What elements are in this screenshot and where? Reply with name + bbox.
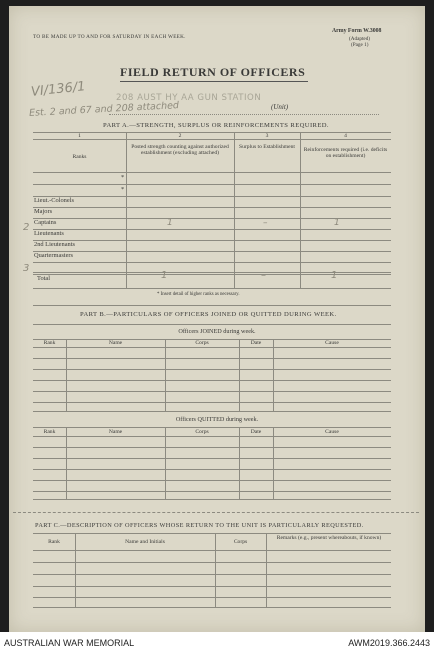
asterisk-1: * [121,174,125,181]
joined-col-corps: Corps [195,340,209,346]
col-header-surplus: Surplus to Establishment [239,144,295,150]
quitted-title: Officers QUITTED during week. [175,416,259,423]
quitted-col-corps: Corps [195,429,209,435]
col-number-2: 2 [178,133,182,139]
footer-bar [0,632,434,653]
rank-2nd-lieutenants: 2nd Lieutenants [34,241,75,248]
joined-col-name: Name [108,340,123,346]
part-c-col-remarks: Remarks (e.g., present whereabouts, if known) [276,535,382,541]
part-b-title: PART B.—PARTICULARS OF OFFICERS JOINED OR QUITTED DURING WEEK. [80,311,337,318]
footer-accession-number: AWM2019.366.2443 [348,638,430,648]
col-header-posted-strength: Posted strength counting against authorized establishment (excluding attached) [131,144,229,156]
joined-col-date: Date [250,340,262,346]
captains-surplus-value: – [263,218,268,228]
asterisk-2: * [121,186,125,193]
total-surplus-value: – [261,270,266,281]
col-header-reinforcements: Reinforcements required (i.e. deficits on establishment) [303,147,388,159]
rank-total: Total [37,275,51,282]
joined-col-cause: Cause [325,340,339,346]
form-title: FIELD RETURN OF OFFICERS [120,65,306,79]
joined-title: Officers JOINED during week. [178,328,256,335]
col-number-1: 1 [78,133,81,139]
rank-lieutenants: Lieutenants [34,230,64,237]
total-reinforcements-value: 1 [331,270,338,281]
rank-majors: Majors [34,208,53,215]
unit-line [109,114,379,115]
part-a-title: PART A.—STRENGTH, SURPLUS OR REINFORCEMENTS REQUIRED. [103,122,329,129]
part-c-col-corps: Corps [233,539,248,545]
joined-col-rank: Rank [43,340,56,346]
document-page [9,6,425,632]
col-header-ranks: Ranks [72,154,87,160]
joined-top-rule [33,324,391,325]
rank-lieut-colonels: Lieut.-Colonels [34,197,74,204]
footer-institution: AUSTRALIAN WAR MEMORIAL [4,638,135,648]
footnote: * Insert detail of higher ranks as necessary. [157,292,240,297]
part-divider-b [33,305,391,306]
part-divider-c [13,512,419,513]
col-number-3: 3 [265,133,269,139]
page-number: (Page 1) [351,42,369,48]
rank-captains: Captains [34,219,57,226]
quitted-col-cause: Cause [325,429,339,435]
unit-stamp: 208 AUST HY AA GUN STATION [116,93,262,103]
part-c-col-name: Name and Initials [125,539,165,545]
total-posted-value: 1 [161,270,168,281]
quitted-col-date: Date [250,429,262,435]
col-number-4: 4 [344,133,347,139]
handwritten-mark-2: 2 [23,222,30,233]
handwritten-mark-3: 3 [23,263,30,274]
instruction-text: TO BE MADE UP TO AND FOR SATURDAY IN EACH WEEK. [33,34,186,40]
handwritten-reference: VI/136/1 [30,79,87,100]
adapted-label: (Adapted) [349,36,371,42]
captains-posted-value: 1 [167,218,173,228]
title-underline [120,81,308,82]
part-c-col-rank: Rank [48,539,60,545]
unit-label: (Unit) [271,103,289,111]
part-c-title: PART C.—DESCRIPTION OF OFFICERS WHOSE RETURN TO THE UNIT IS PARTICULARLY REQUESTED. [35,522,364,529]
quitted-col-rank: Rank [43,429,56,435]
quitted-col-name: Name [108,429,123,435]
handwritten-establishment: Est. 2 and 67 and 208 attached [28,100,180,119]
captains-reinforcements-value: 1 [334,218,340,228]
rank-quartermasters: Quartermasters [34,252,74,259]
army-form-number: Army Form W.3008 [332,28,382,34]
